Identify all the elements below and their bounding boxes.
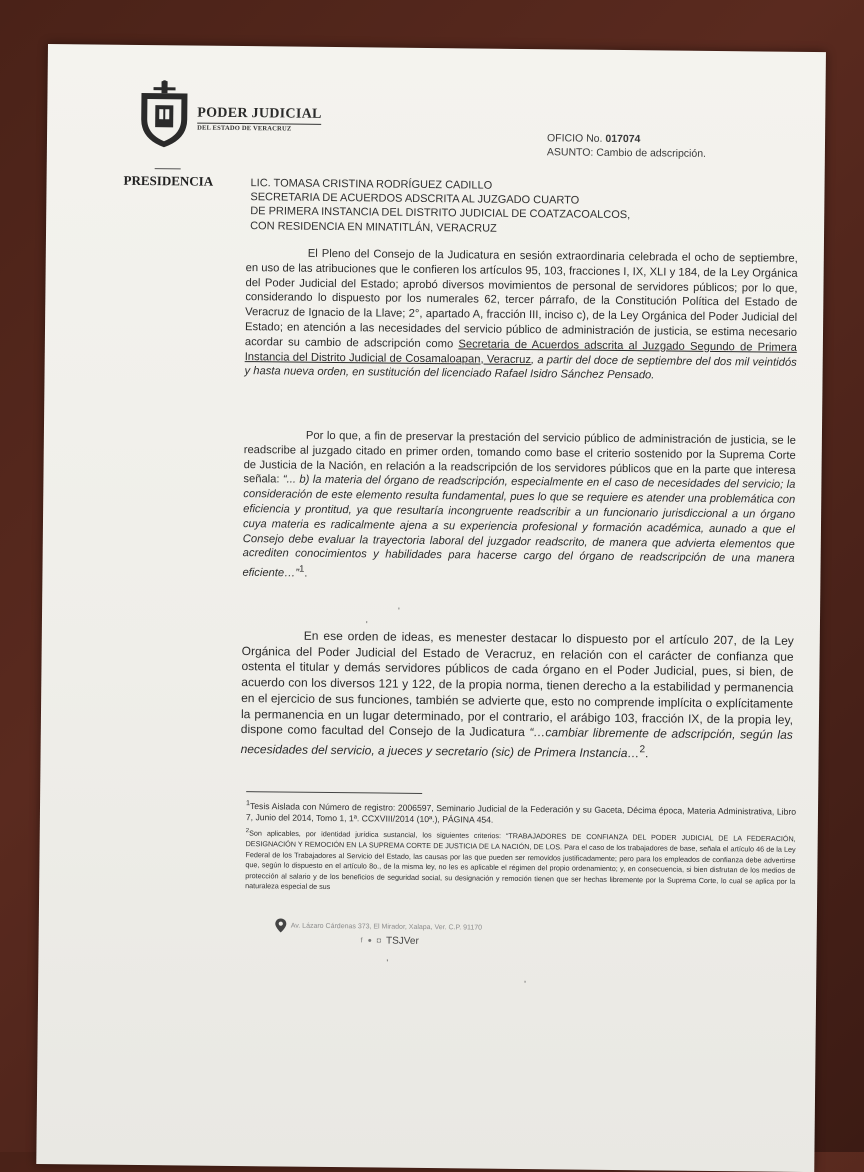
pen-mark: ' [386,957,389,968]
p2-quote: “... b) la materia del órgano de readscripción, especialmente en el caso de necesidades del servicio; la consideración de este elemento resulta fundamental, pues lo que se requiere es atender una problemática con eficiencia y prontitud, ya que resultaría incongruente readscribir a un funcionario jurisdiccional a un órgano cuya materia es radicalmente ajena a su experiencia profesional y formación académica, aunado a que el Consejo debe evaluar la trayectoria laboral del juzgador readscrito, de manera que advierta elementos que acrediten conocimientos y habilidades para hacerse cargo del órgano de readscripción de una manera eficiente…” [242,473,796,580]
org-subtitle: DEL ESTADO DE VERACRUZ [197,123,321,133]
recipient-block [250,176,631,237]
footer-social [361,935,419,947]
footer-address-text: Av. Lázaro Cárdenas 373, El Mirador, Xalapa, Ver. C.P. 91170 [290,922,483,932]
recipient-line: DE PRIMERA INSTANCIA DEL DISTRITO JUDICIAL DE COATZACOALCOS, [250,205,631,222]
paragraph-2 [242,428,796,586]
footnote-1 [246,798,796,830]
recipient-line: LIC. TOMASA CRISTINA RODRÍGUEZ CADILLO [250,177,493,192]
poder-judicial-logo [133,79,196,150]
paragraph-3 [241,628,794,763]
p3-end: . [644,746,649,761]
p2-end: . [304,567,308,580]
pen-mark: ' [398,605,400,616]
paragraph-1 [245,246,798,385]
brand-block [197,106,322,133]
footnote-2-number: 2 [245,828,250,835]
oficio-block [547,131,706,161]
footnote-1-text: Tesis Aislada con Número de registro: 2006597, Seminario Judicial de la Federación y su Gaceta, Décima época, Materia Administrativa, Libro 7, Junio del 2014, Tomo 1, 1ª. CCXVIII/2014 (10ª.), PÁGINA 454. [245,801,797,826]
p1-italic: , a partir del doce de septiembre del dos mil veintidós y hasta nueva orden, en sustitución del licenciado Rafael Isidro Sánchez Pensado. [244,353,797,382]
footnote-ref-2: 2 [639,744,646,756]
oficio-label: OFICIO No. [546,132,606,145]
footnote-2 [245,826,796,898]
footnotes [245,798,796,898]
instagram-icon[interactable]: ◘ [376,937,382,945]
recipient-line: SECRETARIA DE ACUERDOS ADSCRITA AL JUZGADO CUARTO [250,191,580,207]
pen-mark: ' [365,619,368,630]
footnote-1-number: 1 [246,799,251,808]
p1-text: El Pleno del Consejo de la Judicatura en sesión extraordinaria celebrada el ocho de septiembre, en uso de las atribuciones que le confieren los artículos 95, 103, fracciones I, IX, XLI y 184, de la Ley Orgánica del Poder Judicial del Estado; aprobó diversos movimientos de personal de servidores públicos; por lo que, considerando lo dispuesto por los numerales 62, tercer párrafo, de la Constitución Política del Estado de Veracruz de Ignacio de la Llave; 2°, apartado A, fracción III, inciso c), de la Ley Orgánica del Poder Judicial del Estado; en atención a las necesidades del servicio público de administración de justicia, se estima necesario acordar su cambio de adscripción como [244,247,798,351]
area-label: PRESIDENCIA [123,172,214,189]
social-handle: TSJVer [385,935,419,947]
document-page [36,44,826,1172]
org-name: PODER JUDICIAL [197,105,322,122]
footer-address [275,918,482,934]
facebook-icon[interactable]: f [360,937,363,945]
recipient-line: CON RESIDENCIA EN MINATITLÁN, VERACRUZ [250,219,497,235]
p2-text: Por lo que, a fin de preservar la prestación del servicio público de administración de justicia, se le readscribe al juzgado citado en primer orden, tomando como base el criterio sostenido por la Suprema Corte de Justicia de la Nación, en relación a la readscripción de los servidores públicos que en la parte que interesa señala: [243,429,796,486]
twitter-icon[interactable]: ● [367,937,372,945]
divider [155,168,181,169]
p3-quote: “…cambiar libremente de adscripción, según las necesidades del servicio, a jueces y secretario (sic) de Primera Instancia… [240,725,793,761]
asunto-line: ASUNTO: Cambio de adscripción. [546,146,707,160]
p3-text: En ese orden de ideas, es menester destacar lo dispuesto por el artículo 207, de la Ley Orgánica del Poder Judicial del Estado de Veracruz, en relación con el carácter de confianza que ostenta el titular y demás servidores públicos de cada órgano en el Poder Judicial, pues, si bien, de acuerdo con los diversos 121 y 122, de la propia norma, tienen derecho a la estabilidad y permanencia en el ejercicio de sus funciones, también se advierte que, esto no comprende implícita o explícitamente la permanencia en un lugar determinado, por el contrario, el arábigo 103, fracción IX, de la propia ley, dispone como facultad del Consejo de la Judicatura [240,628,794,740]
footnote-ref-1: 1 [299,563,305,574]
location-pin-icon [275,918,287,932]
pen-mark: ' [524,979,526,990]
oficio-number: 017074 [605,132,641,146]
p1-underlined: Secretaria de Acuerdos adscrita al Juzgado Segundo de Primera Instancia del Distrito Judicial de Cosamaloapan, Veracruz [244,338,797,366]
footnote-divider [246,791,422,794]
footnote-2-text: Son aplicables, por identidad jurídica sustancial, los siguientes criterios: “TRABAJADORES DE CONFIANZA DEL PODER JUDICIAL DE LA FEDERACIÓN, DESIGNACIÓN Y REMOCIÓN EN LA SUPREMA CORTE DE JUSTICIA DE LA NACIÓN, DE LOS. Para el caso de los trabajadores de base, señala el artículo 46 de la Ley Federal de los Trabajadores al Servicio del Estado, las causas por las que pueden ser removidos justificadamente; pero para los empleados de confianza debe advertirse que, según lo dispuesto en el artículo 8o., de la misma ley, no les es aplicable el régimen del propio ordenamiento; y, en consecuencia, si bien disfrutan de los medios de protección al salario y de los beneficios de seguridad social, su designación y remoción tienen que ser hechas libremente por la Suprema Corte, lo cual se aplica por la naturaleza especial de sus [245,828,796,892]
